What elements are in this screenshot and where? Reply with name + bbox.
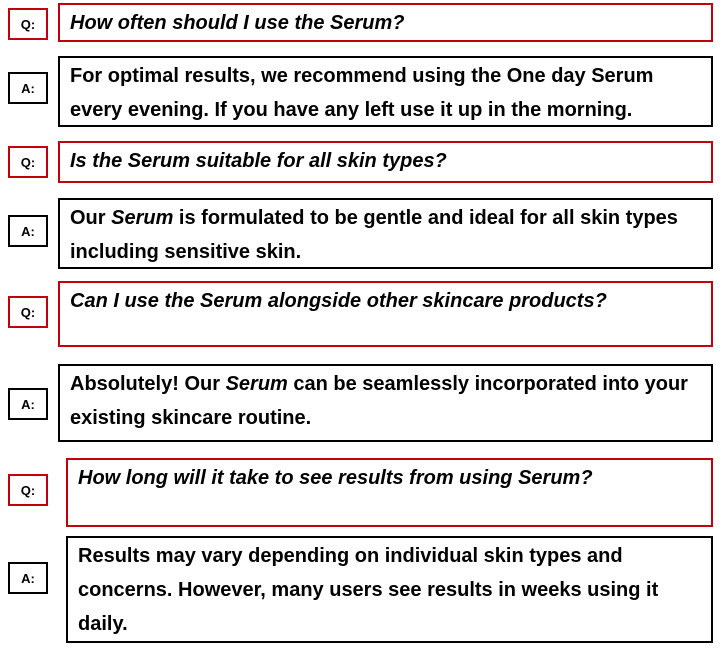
- question-tag: Q:: [8, 146, 48, 178]
- answer-text-part: can be seamlessly incorporated into your existing skincare routine.: [70, 373, 688, 429]
- question-text: Can I use the Serum alongside other skincare products?: [70, 290, 607, 312]
- faq-question-1: [58, 3, 713, 42]
- answer-text-part: Our: [70, 207, 112, 229]
- question-tag: Q:: [8, 296, 48, 328]
- answer-emphasis: Serum: [225, 373, 288, 395]
- faq-answer-1: [58, 56, 713, 127]
- question-tag: Q:: [8, 474, 48, 506]
- faq-answer-2: [58, 198, 713, 269]
- faq-question-3: [58, 281, 713, 347]
- answer-text-part: Absolutely! Our: [70, 373, 226, 395]
- answer-text-part: is formulated to be gentle and ideal for all skin types including sensitive skin.: [70, 207, 678, 263]
- answer-tag: A:: [8, 388, 48, 420]
- question-text: Is the Serum suitable for all skin types?: [70, 150, 447, 172]
- faq-question-2: [58, 141, 713, 183]
- faq-answer-3: [58, 364, 713, 442]
- answer-tag: A:: [8, 562, 48, 594]
- question-text: How long will it take to see results from using Serum?: [78, 467, 593, 489]
- answer-emphasis: Serum: [111, 207, 174, 229]
- question-tag: Q:: [8, 8, 48, 40]
- answer-text: Results may vary depending on individual skin types and concerns. However, many users see results in weeks using it daily.: [78, 545, 659, 635]
- answer-tag: A:: [8, 72, 48, 104]
- faq-answer-4: [66, 536, 713, 643]
- faq-question-4: [66, 458, 713, 527]
- question-text: How often should I use the Serum?: [70, 12, 405, 34]
- answer-tag: A:: [8, 215, 48, 247]
- answer-text: For optimal results, we recommend using the One day Serum every evening. If you have any left use it up in the morning.: [70, 65, 654, 121]
